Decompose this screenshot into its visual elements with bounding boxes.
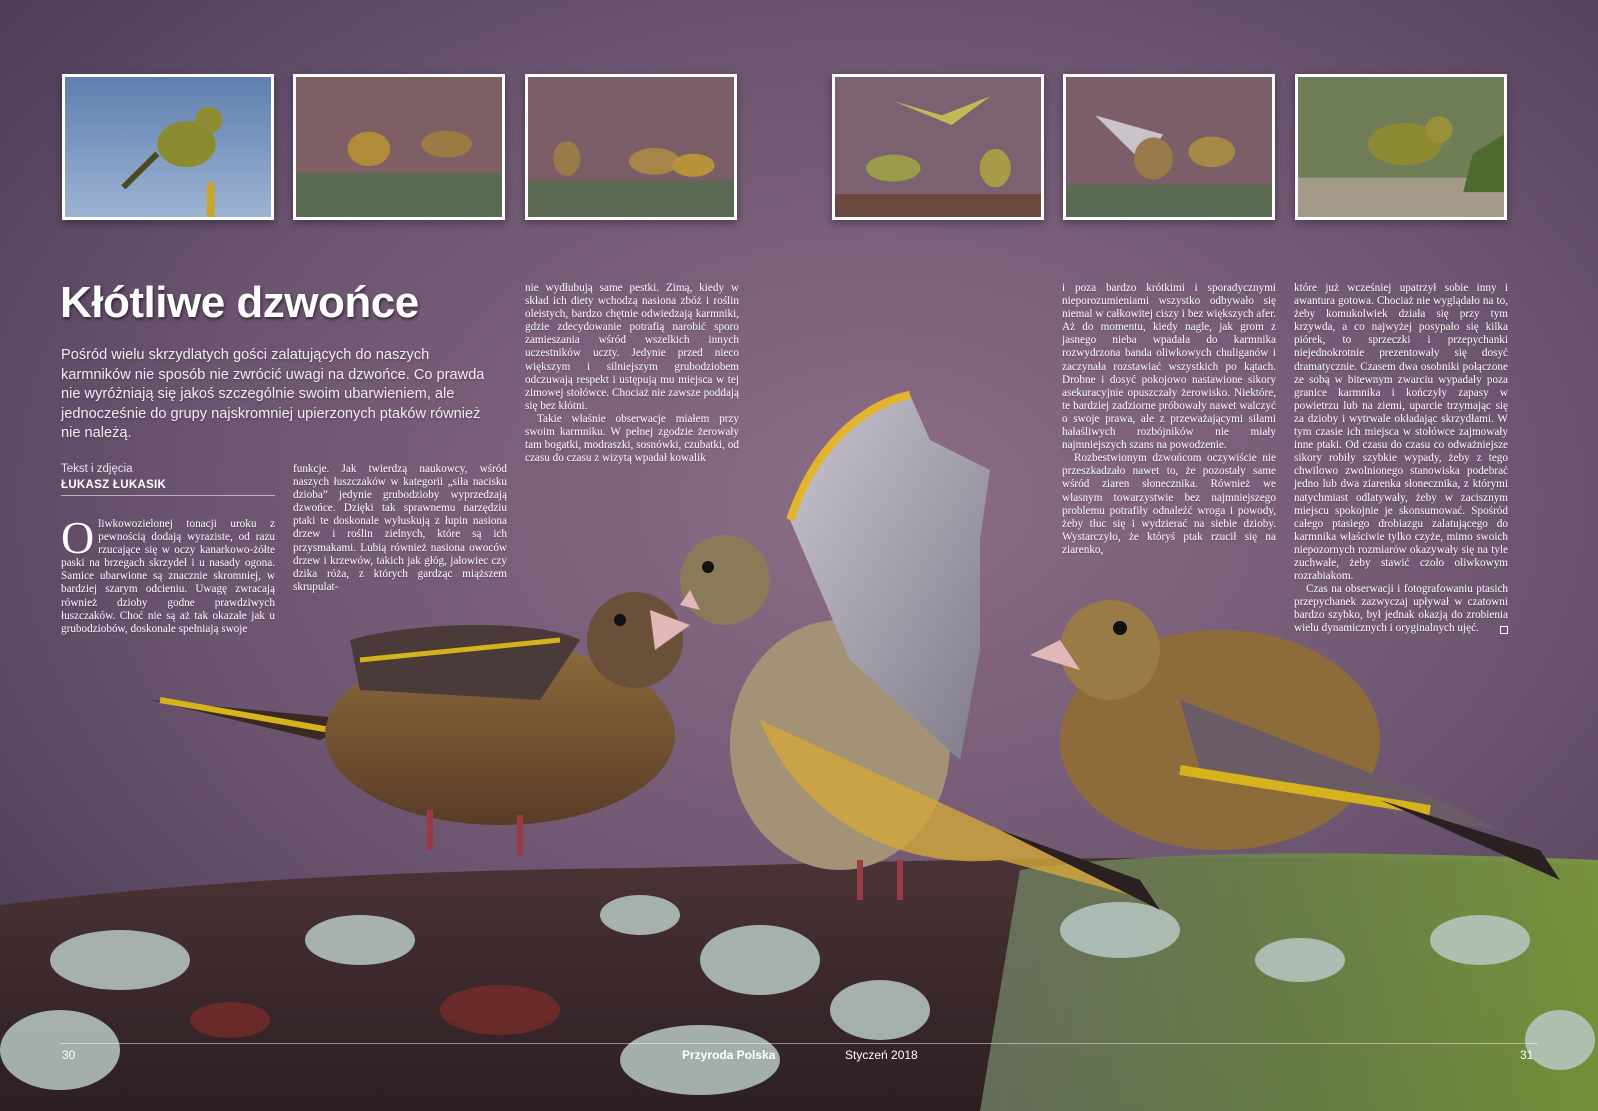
article-lead: Pośród wielu skrzydlatych gości zalatujących do naszych karmników nie sposób nie zwrócić uwagi na dzwońce. Co prawda nie wyróżniają się jakoś szczególnie swoim ubarwieniem, ale jednocześnie do grupy najskromniej upierzonych ptaków również nie należą. — [61, 347, 485, 441]
thumbnail-4 — [832, 74, 1044, 220]
magazine-name: Przyroda Polska — [682, 1048, 776, 1062]
paragraph: Rozbestwionym dzwońcom oczywiście nie przeszkadzało nawet to, że pozostały same wśród ziaren słonecznika. Również we własnym towarzystwie bez najmniejszego problemu potrafiły odnaleźć wroga i powody, żeby tłuc się i wydzierać na siebie dzioby. Wystarczyło, że któryś ptak rzucił się na ziarenko, — [1062, 452, 1276, 556]
drop-cap: O — [61, 512, 95, 563]
paragraph-text: Czas na obserwacji i fotografowaniu ptasich przepychanek zazwyczaj upływał w czatowni bardzo szybko, był jednak okazją do zrobienia wielu dynamicznych i oryginalnych ujęć. — [1294, 583, 1508, 635]
page-number-right: 31 — [1520, 1048, 1534, 1062]
author-name: ŁUKASZ ŁUKASIK — [61, 479, 275, 496]
thumbnail-2 — [293, 74, 505, 220]
paragraph-text: liwkowozielonej tonacji uroku z pewnością dodają wyraziste, od razu rzucające się w oczy kanarkowo-żółte paski na brzegach skrzydeł i u nasady ogona. Samice ubarwione są znacznie skromniej, w bardziej szarym odcieniu. Uwagę zwracają również dzioby godne prawdziwych łuszczaków. Choć nie są aż tak okazałe jak u grubodziobów, doskonale spełniają swoje — [61, 518, 275, 635]
byline-label: Tekst i zdjęcia — [61, 463, 133, 475]
paragraph: które już wcześniej upatrzył sobie inny i awantura gotowa. Chociaż nie wyglądało na to, żeby komukolwiek działa się przy tym krzywda, a co najwyżej posypało się kilka piórek, to sprzeczki i przepychanki niejednokrotnie prezentowały się dosyć dramatycznie. Czasem dwa osobniki połączone ze sobą w bitewnym zwarciu wypadały poza granice karmnika i kończyły zapasy w powietrzu lub na ziemi, uparcie trzymając się za dzioby i wytrwale okładając skrzydłami. W tym czasie ich miejsca w stołówce zajmowały inne ptaki. Od czasu do czasu co odważniejsze sikory robiły szybkie wypady, żeby z tego chwilowo zwolnionego stanowiska podebrać jedno lub dwa ziarenka słonecznika, z którymi natychmiast odlatywały, żeby w zacisznym miejscu spokojnie je skonsumować. Spośród całego ptasiego drobiazgu zalatującego do karmnika właściwie tylko czyże, mimo swoich niepozornych rozmiarów okazywały się na tyle zuchwałe, żeby stawić czoło oliwkowym rozrabiakom. — [1294, 282, 1508, 583]
article-title: Kłótliwe dzwońce — [60, 278, 419, 327]
paragraph: nie wydłubują same pestki. Zimą, kiedy w skład ich diety wchodzą nasiona zbóż i roślin oleistych, bardzo chętnie odwiedzają karmniki, gdzie zdecydowanie potrafią narobić sporo zamieszania wśród wszelkich innych uczestników uczty. Jedynie przed nieco większym i silniejszym grubodziobem odczuwają respekt i ustępują mu miejsca w tej zimowej stołówce. Chociaż nie zawsze poddają się bez kłótni. — [525, 282, 739, 412]
thumbnail-1 — [62, 74, 274, 220]
issue-date: Styczeń 2018 — [845, 1048, 918, 1062]
text-column-4 — [1062, 282, 1276, 557]
footer-rule — [60, 1043, 1538, 1044]
paragraph: Takie właśnie obserwacje miałem przy swoim karmniku. W pełnej zgodzie żerowały tam bogatki, modraszki, sosnówki, czubatki, od czasu do czasu z wizytą wpadał kowalik — [525, 412, 739, 465]
thumbnail-5 — [1063, 74, 1275, 220]
paragraph: funkcje. Jak twierdzą naukowcy, wśród naszych łuszczaków w kategorii „siła nacisku dzioba” jedynie grubodzioby wyprzedzają dzwońce. Dzięki tak sprawnemu narzędziu ptaki te doskonale wyłuskują z łupin nasiona drzew i roślin zielnych, które są ich przysmakami. Lubią również nasiona owoców drzew i krzewów, takich jak głóg, jałowiec czy dzika róża, z których gardząc miąższem skrupulat- — [293, 463, 507, 593]
text-column-1 — [61, 512, 275, 636]
text-column-2 — [293, 463, 507, 594]
paragraph — [1294, 583, 1508, 635]
thumbnail-3 — [525, 74, 737, 220]
text-column-3 — [525, 282, 739, 465]
page-number-left: 30 — [62, 1048, 76, 1062]
end-mark-icon — [1500, 626, 1508, 634]
text-column-5 — [1294, 282, 1508, 636]
paragraph — [61, 512, 275, 636]
paragraph: i poza bardzo krótkimi i sporadycznymi nieporozumieniami wszystko odbywało się niemal w całkowitej ciszy i bez większych afer. Aż do momentu, kiedy nagle, jak grom z jasnego nieba wpadała do karmnika rozwydrzona banda oliwkowych chuliganów i zaczynała rozstawiać wszystkich po kątach. Drobne i dosyć pokojowo nastawione sikory asekuracyjnie opuszczały żerowisko. Niektóre, te bardziej zadziorne próbowały nawet walczyć o swoje prawa, ale z przeważającymi siłami hałaśliwych rozbójników nie miały najmniejszych szans na powodzenie. — [1062, 282, 1276, 452]
thumbnail-6 — [1295, 74, 1507, 220]
